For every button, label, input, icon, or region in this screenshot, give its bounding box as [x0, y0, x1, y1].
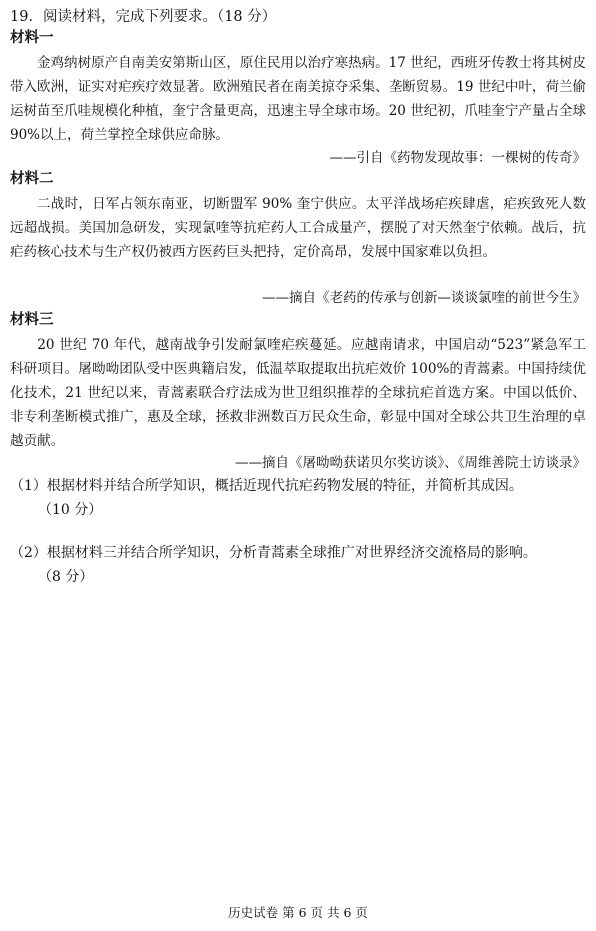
task-1	[10, 474, 586, 522]
task-1-points: （10 分）	[38, 502, 103, 518]
material-3-source: ——摘自《屠呦呦获诺贝尔奖访谈》、《周维善院士访谈录》	[235, 455, 586, 471]
material-2-heading: 材料二	[10, 170, 54, 187]
material-3-heading: 材料三	[10, 311, 54, 328]
material-2-text: 二战时，日军占领东南亚，切断盟军 90% 奎宁供应。太平洋战场疟疾肆虐，疟疾致死人数远超战损。美国加急研发，实现氯喹等抗疟药人工合成量产，摆脱了对天然奎宁依赖。战后，抗疟药核心技术与生产权仍被西方医药巨头把持，定价高昂，发展中国家难以负担。	[10, 196, 586, 260]
task-2-prompt: （2）根据材料三并结合所学知识，分析青蒿素全球推广对世界经济交流格局的影响。	[10, 545, 537, 561]
material-1-heading: 材料一	[10, 29, 54, 46]
page-footer: 历史试卷 第 6 页 共 6 页	[228, 905, 368, 920]
material-1-source: ——引自《药物发现故事：一棵树的传奇》	[329, 150, 586, 166]
task-2-points: （8 分）	[38, 569, 94, 585]
task-2	[10, 541, 586, 589]
question-title: 19．阅读材料，完成下列要求。（18 分）	[10, 9, 277, 25]
material-1-text: 金鸡纳树原产自南美安第斯山区，原住民用以治疗寒热病。17 世纪，西班牙传教士将其树皮带入欧洲，证实对疟疾疗效显著。欧洲殖民者在南美掠夺采集、垄断贸易。19 世纪中叶，荷兰偷运树苗至爪哇规模化种植，奎宁含量更高，迅速主导全球市场。20 世纪初，爪哇奎宁产量占全球 90%以上，荷兰掌控全球供应命脉。	[10, 55, 586, 143]
material-2-source: ——摘自《老药的传承与创新—谈谈氯喹的前世今生》	[262, 290, 586, 306]
material-3-text: 20 世纪 70 年代，越南战争引发耐氯喹疟疾蔓延。应越南请求，中国启动“523”紧急军工科研项目。屠呦呦团队受中医典籍启发，低温萃取提取出抗疟效价 100%的青蒿素。中国持续优化技术，21 世纪以来，青蒿素联合疗法成为世卫组织推荐的全球抗疟首选方案。中国以低价、非专利垄断模式推广，惠及全球，拯救非洲数百万民众生命，彰显中国对全球公共卫生治理的卓越贡献。	[10, 337, 586, 449]
task-1-prompt: （1）根据材料并结合所学知识，概括近现代抗疟药物发展的特征，并简析其成因。	[10, 478, 523, 494]
